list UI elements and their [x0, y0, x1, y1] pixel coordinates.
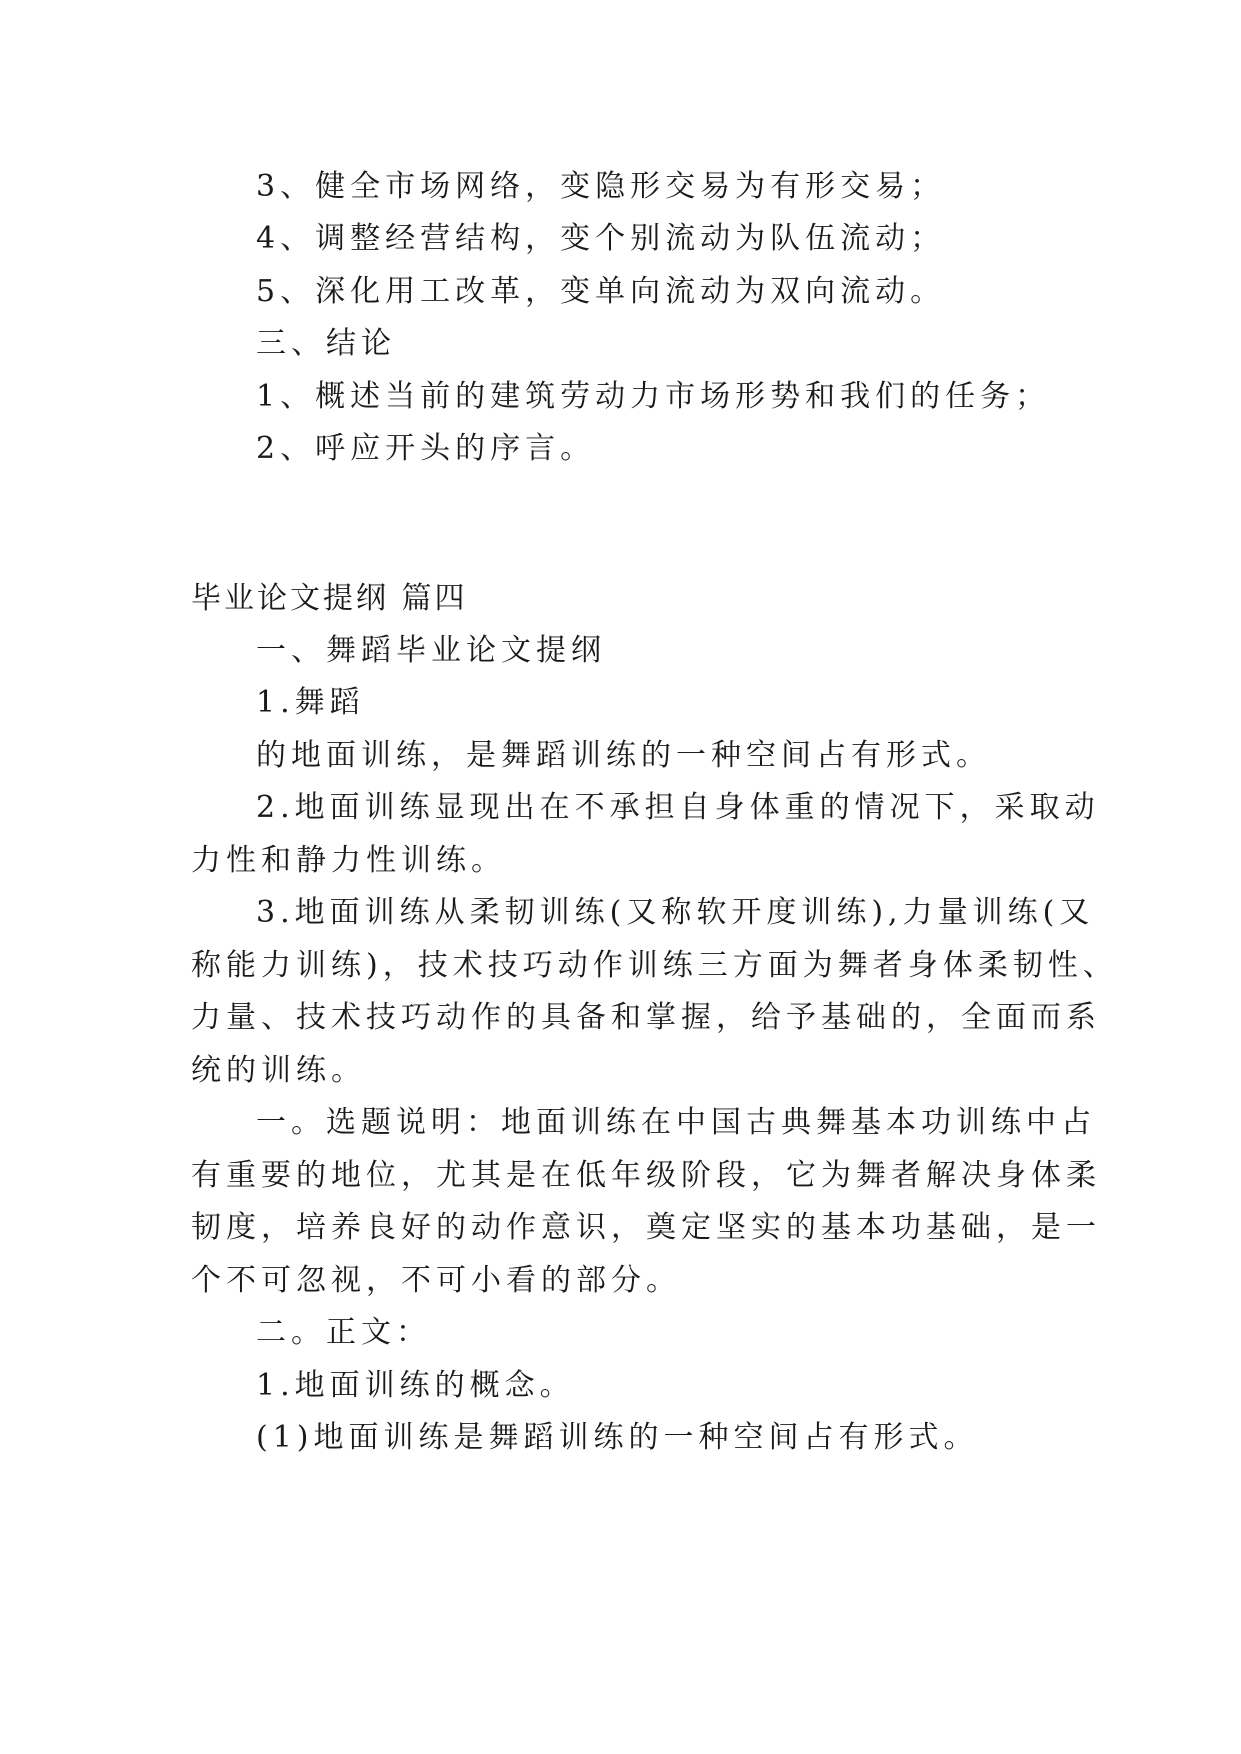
paragraph-line: (1)地面训练是舞蹈训练的一种空间占有形式。	[256, 1420, 979, 1455]
section-title: 毕业论文提纲 篇四	[191, 581, 468, 616]
paragraph-line: 有重要的地位，尤其是在低年级阶段，它为舞者解决身体柔	[191, 1158, 1101, 1193]
list-item: 5、深化用工改革，变单向流动为双向流动。	[256, 274, 946, 309]
conclusion-heading: 三、结论	[256, 326, 396, 361]
paragraph-line: 1.地面训练的概念。	[256, 1368, 575, 1403]
list-item: 1、概述当前的建筑劳动力市场形势和我们的任务；	[256, 379, 1051, 414]
paragraph-line: 称能力训练)，技术技巧动作训练三方面为舞者身体柔韧性、	[191, 948, 1118, 983]
section-subtitle: 一、舞蹈毕业论文提纲	[256, 633, 606, 668]
body-heading: 二。正文：	[256, 1315, 431, 1350]
paragraph-line: 韧度，培养良好的动作意识，奠定坚实的基本功基础，是一	[191, 1210, 1101, 1245]
paragraph-line: 力性和静力性训练。	[191, 843, 506, 878]
paragraph-line: 一。选题说明：地面训练在中国古典舞基本功训练中占	[256, 1105, 1096, 1140]
list-item: 4、调整经营结构，变个别流动为队伍流动；	[256, 221, 946, 256]
paragraph-line: 统的训练。	[191, 1053, 366, 1088]
paragraph-line: 1.舞蹈	[256, 685, 365, 720]
paragraph-line: 力量、技术技巧动作的具备和掌握，给予基础的，全面而系	[191, 1000, 1101, 1035]
paragraph-line: 2.地面训练显现出在不承担自身体重的情况下，采取动	[256, 790, 1100, 825]
list-item: 2、呼应开头的序言。	[256, 431, 596, 466]
list-item: 3、健全市场网络，变隐形交易为有形交易；	[256, 169, 946, 204]
paragraph-line: 个不可忽视，不可小看的部分。	[191, 1263, 681, 1298]
paragraph-line: 3.地面训练从柔韧训练(又称软开度训练),力量训练(又	[256, 895, 1095, 930]
paragraph-line: 的地面训练，是舞蹈训练的一种空间占有形式。	[256, 738, 991, 773]
